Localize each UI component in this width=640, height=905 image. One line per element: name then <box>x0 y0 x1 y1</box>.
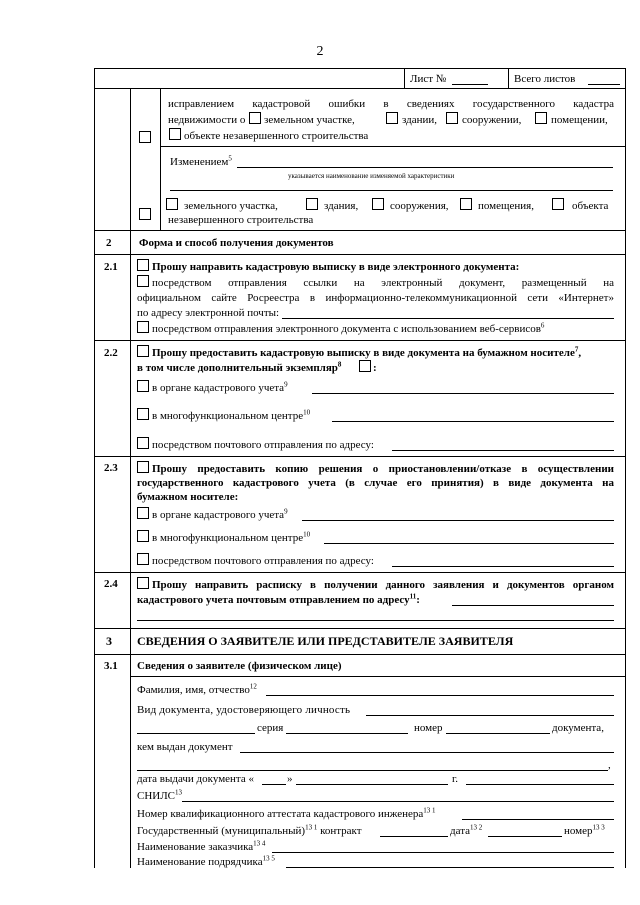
doc-type-label: Вид документа, удостоверяющего личность <box>137 704 351 716</box>
doc-type-field[interactable] <box>366 715 614 716</box>
issue-date-label: дата выдачи документа « <box>137 773 255 785</box>
issue-month-field[interactable] <box>296 784 448 785</box>
section-2-3-number: 2.3 <box>104 462 118 474</box>
change-checkbox[interactable] <box>139 208 151 220</box>
change-premises-checkbox[interactable] <box>460 198 472 210</box>
electronic-extract-checkbox[interactable] <box>137 259 149 271</box>
decision-mfc-checkbox[interactable] <box>137 530 149 542</box>
receipt-address-field[interactable] <box>452 605 614 606</box>
email-link-checkbox[interactable] <box>137 275 149 287</box>
customer-field[interactable] <box>272 852 614 853</box>
change-label: Изменением$^5$ <box>170 154 232 168</box>
correction-premises-checkbox[interactable] <box>535 112 547 124</box>
contractor-label: Наименование подрядчика$^{13 5}$ <box>137 854 275 868</box>
section-2-2-title: Прошу предоставить кадастровую выписку в виде документа на бумажном носителе$^7$, <box>152 345 582 359</box>
change-unfinished-checkbox[interactable] <box>552 198 564 210</box>
extra-copy-checkbox[interactable] <box>359 360 371 372</box>
section-3-1-title: Сведения о заявителе (физическом лице) <box>137 660 342 672</box>
doc-number-field[interactable] <box>446 733 550 734</box>
doc-series-field[interactable] <box>286 733 408 734</box>
paper-mail-address-field[interactable] <box>392 450 614 451</box>
snils-field[interactable] <box>182 801 614 802</box>
section-2-1-number: 2.1 <box>104 261 118 273</box>
paper-mail-checkbox[interactable] <box>137 437 149 449</box>
decision-cadastral-office-checkbox[interactable] <box>137 507 149 519</box>
paper-mfc-checkbox[interactable] <box>137 408 149 420</box>
cert-field[interactable] <box>462 819 614 820</box>
header-bottom-line <box>94 88 626 89</box>
issued-by-label: кем выдан документ <box>137 741 233 753</box>
paper-extract-checkbox[interactable] <box>137 345 149 357</box>
correction-unfinished-checkbox[interactable] <box>169 128 181 140</box>
section-2-4-number: 2.4 <box>104 578 118 590</box>
sheet-number-label: Лист № <box>410 73 447 85</box>
receipt-mail-checkbox[interactable] <box>137 577 149 589</box>
email-field[interactable] <box>282 318 614 319</box>
total-sheets-field[interactable] <box>588 84 620 85</box>
paper-cadastral-office-checkbox[interactable] <box>137 380 149 392</box>
sheet-number-field[interactable] <box>452 84 488 85</box>
change-structure-checkbox[interactable] <box>372 198 384 210</box>
correction-building-checkbox[interactable] <box>386 112 398 124</box>
fio-label: Фамилия, имя, отчество$^{12}$ <box>137 682 257 696</box>
cert-label: Номер квалификационного аттестата кадастрового инженера$^{13 1}$ <box>137 806 436 820</box>
section-2-2-number: 2.2 <box>104 347 118 359</box>
contract-label: Государственный (муниципальный)$^{13 1}$ контракт <box>137 823 362 837</box>
section-2-4-title: Прошу направить расписку в получении данного заявления и документов органом <box>152 579 614 591</box>
total-sheets-label: Всего листов <box>514 73 576 85</box>
decision-mail-checkbox[interactable] <box>137 553 149 565</box>
section-3-title: СВЕДЕНИЯ О ЗАЯВИТЕЛЕ ИЛИ ПРЕДСТАВИТЕЛЕ ЗАЯВИТЕЛЯ <box>137 634 514 648</box>
customer-label: Наименование заказчика$^{13 4}$ <box>137 839 266 853</box>
decision-mail-address-field[interactable] <box>392 566 614 567</box>
correction-checkbox[interactable] <box>139 131 151 143</box>
page-number: 2 <box>316 44 324 59</box>
correction-line1: исправлением кадастровой ошибки в сведениях государственного кадастра <box>168 98 614 110</box>
correction-land-checkbox[interactable] <box>249 112 261 124</box>
section-2-1-title: Прошу направить кадастровую выписку в виде электронного документа: <box>152 261 520 273</box>
section-3-number: 3 <box>106 634 112 648</box>
correction-structure-checkbox[interactable] <box>446 112 458 124</box>
contract-date-field[interactable] <box>488 836 562 837</box>
change-field[interactable] <box>237 167 613 168</box>
change-land-checkbox[interactable] <box>166 198 178 210</box>
section-2-3-title: Прошу предоставить копию решения о приостановлении/отказе в осуществлении <box>152 463 614 475</box>
section-2-number: 2 <box>106 237 112 249</box>
web-services-checkbox[interactable] <box>137 321 149 333</box>
contractor-field[interactable] <box>286 867 614 868</box>
fio-field[interactable] <box>266 695 614 696</box>
section-3-1-number: 3.1 <box>104 660 118 672</box>
section-2-title: Форма и способ получения документов <box>139 237 334 249</box>
issued-by-field[interactable] <box>240 752 614 753</box>
change-building-checkbox[interactable] <box>306 198 318 210</box>
snils-label: СНИЛС$^{13}$ <box>137 788 183 802</box>
issue-day-field[interactable] <box>262 784 286 785</box>
decision-copy-checkbox[interactable] <box>137 461 149 473</box>
change-hint: указывается наименование изменяемой характеристики <box>288 172 455 180</box>
